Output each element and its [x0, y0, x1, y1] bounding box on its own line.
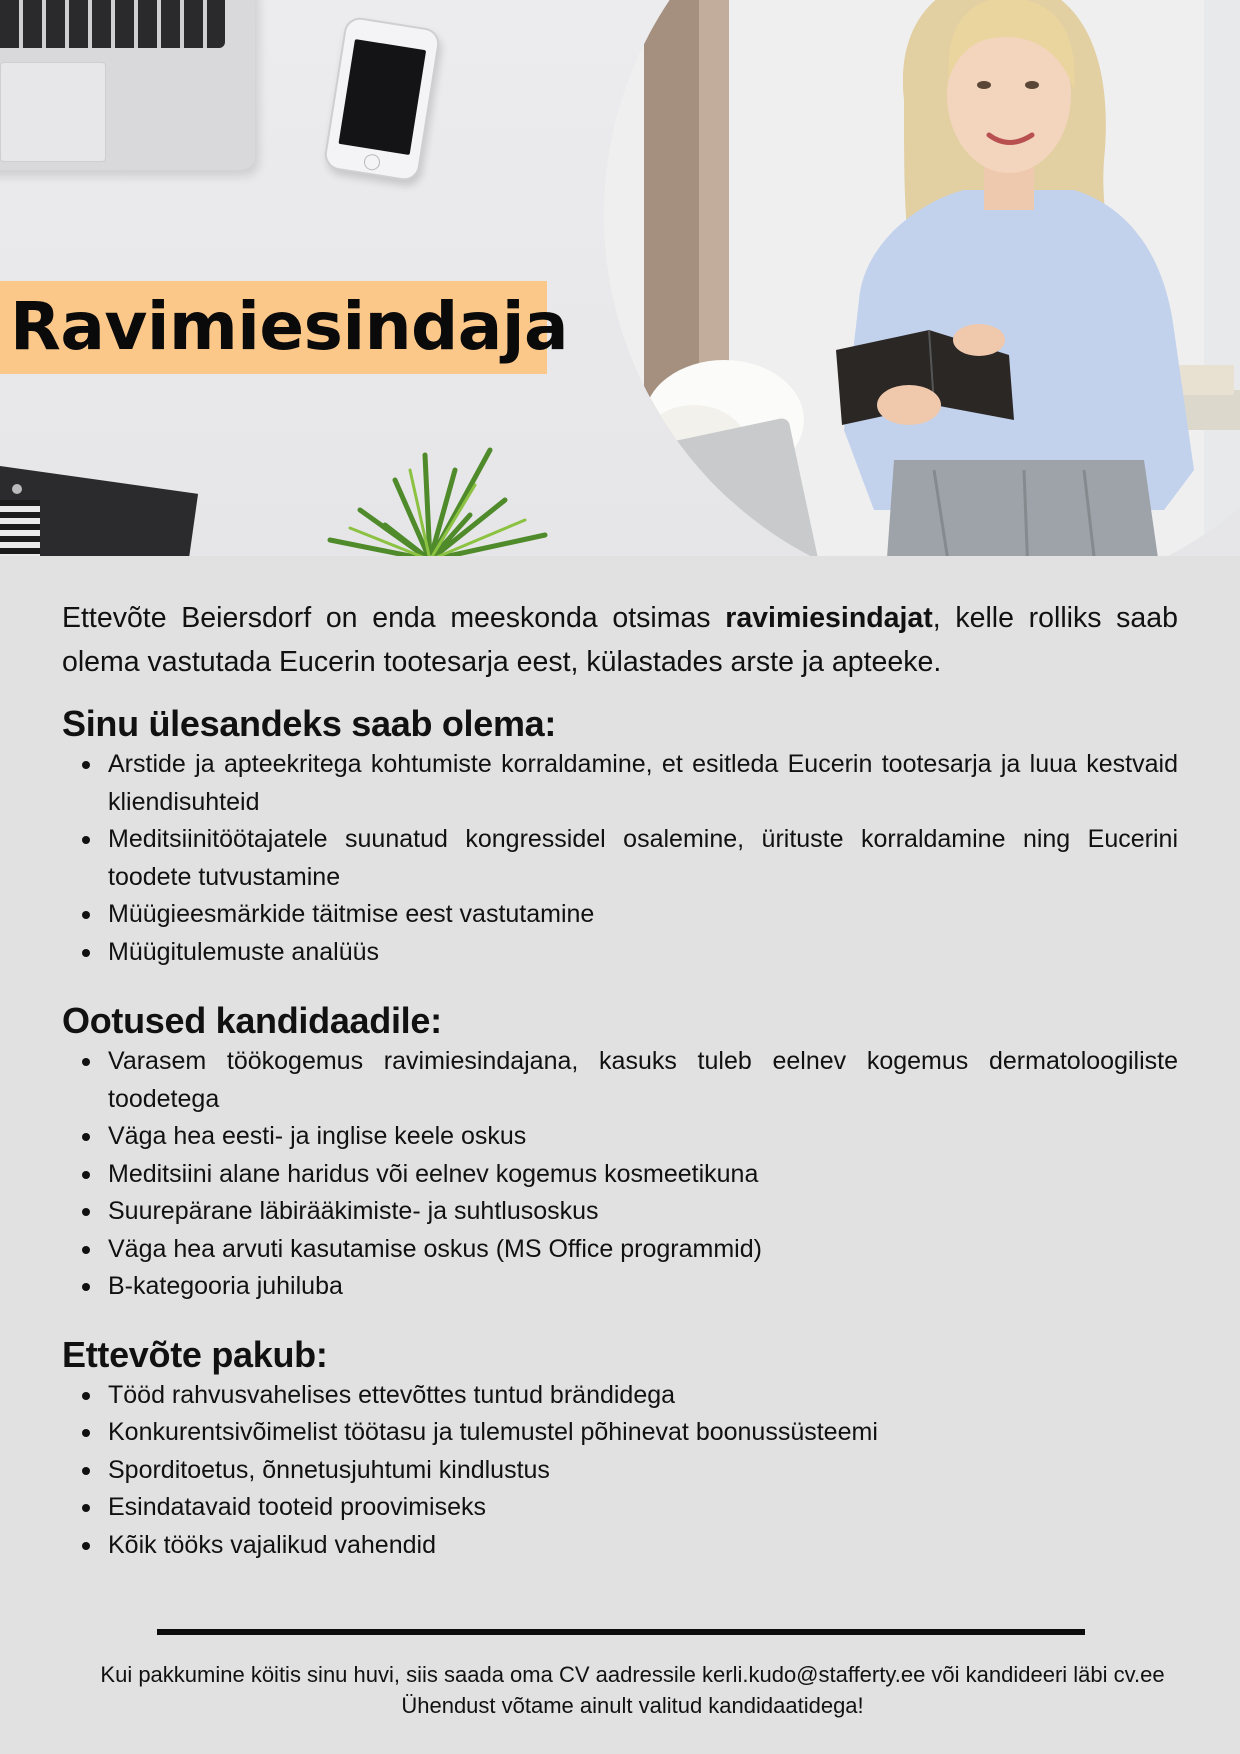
list-item: Varasem töökogemus ravimiesindajana, kasuks tuleb eelnev kogemus dermatoloogiliste toodetega	[108, 1043, 1178, 1118]
list-item: Meditsiinitöötajatele suunatud kongressidel osalemine, ürituste korraldamine ning Eucerini toodete tutvustamine	[108, 821, 1178, 896]
section-offer	[62, 1333, 1178, 1565]
list-item: B-kategooria juhiluba	[108, 1268, 1178, 1306]
list-item: Sporditoetus, õnnetusjuhtumi kindlustus	[108, 1452, 1178, 1490]
job-description	[62, 596, 1178, 1564]
list-item: Müügitulemuste analüüs	[108, 934, 1178, 972]
list-item: Meditsiini alane haridus või eelnev kogemus kosmeetikuna	[108, 1156, 1178, 1194]
footer-note: Ühendust võtame ainult valitud kandidaatidega!	[401, 1693, 864, 1718]
woman-portrait-photo	[604, 0, 1240, 556]
list-item: Väga hea arvuti kasutamise oskus (MS Office programmid)	[108, 1231, 1178, 1269]
laptop-image	[0, 0, 255, 170]
striped-object-image	[0, 500, 40, 556]
laptop-trackpad	[0, 62, 106, 162]
plant-image	[290, 440, 570, 556]
divider-line	[157, 1629, 1085, 1635]
list-item: Kõik tööks vajalikud vahendid	[108, 1527, 1178, 1565]
portrait-illustration	[604, 0, 1240, 556]
intro-text-end: , kelle rolliks saab olema vastutada Eucerin tootesarja eest, külastades arste ja apteeke.	[62, 602, 1178, 678]
laptop-keyboard	[0, 0, 225, 48]
list-item: Tööd rahvusvahelises ettevõttes tuntud brändidega	[108, 1377, 1178, 1415]
list-item: Konkurentsivõimelist töötasu ja tulemustel põhinevat boonussüsteemi	[108, 1414, 1178, 1452]
section-heading: Sinu ülesandeks saab olema:	[62, 703, 557, 744]
footer	[0, 1659, 1240, 1721]
section-heading: Ettevõte pakub:	[62, 1333, 328, 1375]
responsibilities-list	[62, 746, 1178, 971]
hero-banner	[0, 0, 1240, 556]
intro-paragraph	[62, 596, 1178, 684]
requirements-list	[62, 1043, 1178, 1306]
notebook-clasp	[12, 484, 22, 494]
phone-home-button	[363, 153, 381, 171]
list-item: Müügieesmärkide täitmise eest vastutamine	[108, 896, 1178, 934]
intro-highlight: ravimiesindajat	[725, 602, 933, 634]
footer-contact-text: Kui pakkumine köitis sinu huvi, siis saada oma CV aadressile kerli.kudo@stafferty.ee või kandideeri läbi cv.ee	[100, 1662, 1165, 1687]
section-requirements	[62, 999, 1178, 1306]
section-responsibilities	[62, 702, 1178, 971]
section-heading: Ootused kandidaadile:	[62, 1000, 442, 1041]
list-item: Arstide ja apteekritega kohtumiste korraldamine, et esitleda Eucerin tootesarja ja luua kestvaid kliendisuhteid	[108, 746, 1178, 821]
intro-text-start: Ettevõte Beiersdorf on enda meeskonda otsimas	[62, 602, 726, 634]
phone-screen	[338, 39, 426, 155]
offer-list	[62, 1377, 1178, 1565]
smartphone-image	[323, 15, 442, 182]
list-item: Suurepärane läbirääkimiste- ja suhtlusoskus	[108, 1193, 1178, 1231]
list-item: Esindatavaid tooteid proovimiseks	[108, 1489, 1178, 1527]
page-title: Ravimiesindaja	[10, 288, 568, 365]
list-item: Väga hea eesti- ja inglise keele oskus	[108, 1118, 1178, 1156]
